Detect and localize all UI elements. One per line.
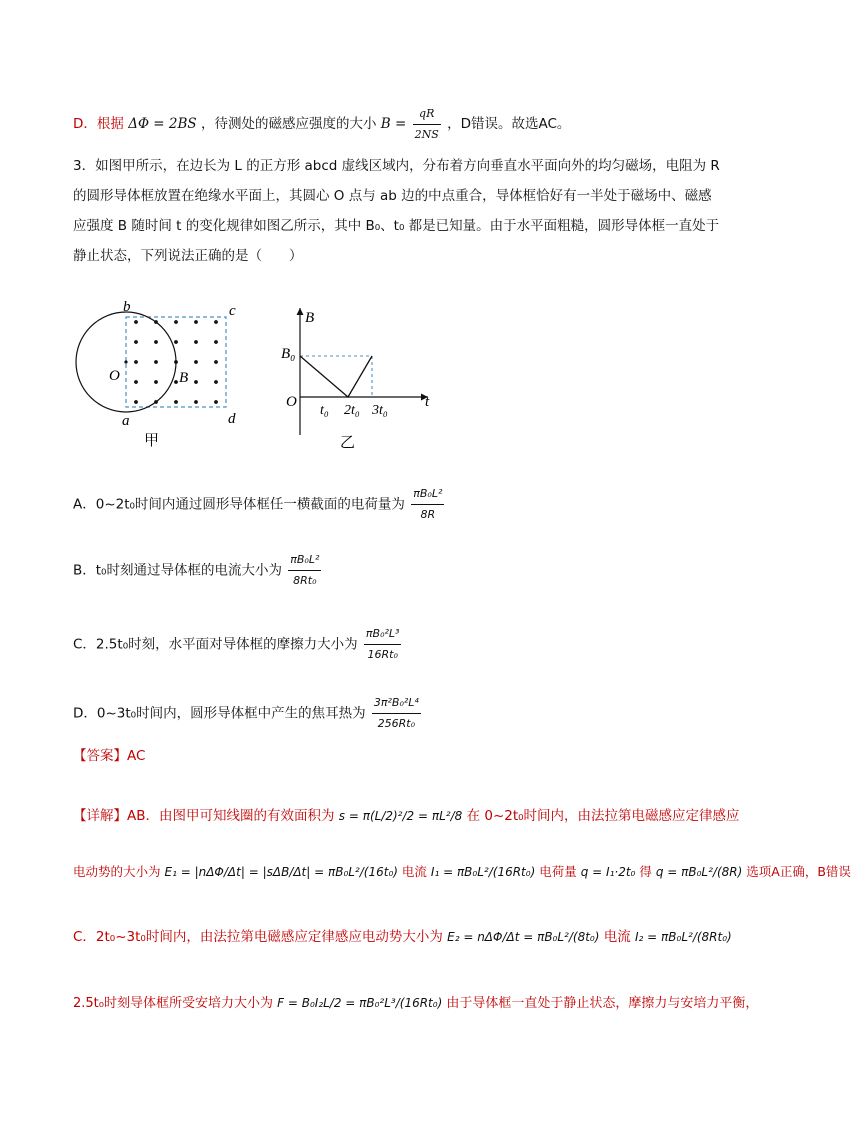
line-d-prefix: D．根据 xyxy=(73,116,124,132)
field-dot xyxy=(154,360,158,364)
option-d-fraction: $\frac{\text{3π²B₀²L⁴}}{\text{256Rt₀}}$ xyxy=(372,693,421,734)
field-dot xyxy=(194,360,198,364)
field-dot xyxy=(134,400,138,404)
field-dot xyxy=(134,340,138,344)
b-t-curve xyxy=(300,356,372,397)
caption-jia: 甲 xyxy=(144,433,160,449)
field-dot xyxy=(154,320,158,324)
tick-t0: t₀ xyxy=(320,403,329,418)
label-c: c xyxy=(229,303,236,319)
field-dot xyxy=(214,380,218,384)
detail-eq-emf2: E₂ = nΔΦ/Δt = πB₀L²/(8t₀) xyxy=(447,930,600,944)
option-a-fraction: $\frac{\text{πB₀L²}}{8R}$ xyxy=(411,484,444,525)
field-dot xyxy=(194,320,198,324)
detail-line-1: 【详解】AB．由图甲可知线圈的有效面积为 s = π(L/2)²/2 = πL²/8 在 0~2t₀时间内，由法拉第电磁感应定律感应 xyxy=(73,808,740,824)
field-dots xyxy=(134,320,218,404)
label-d: d xyxy=(228,411,236,427)
field-dot xyxy=(174,380,178,384)
field-dot xyxy=(154,380,158,384)
y-axis-label: B xyxy=(305,310,315,326)
field-dot xyxy=(194,340,198,344)
detail-label: 【详解】 xyxy=(73,808,127,824)
detail-eq-emf1: E₁ = |nΔΦ/Δt| = |sΔB/Δt| = πB₀L²/(16t₀) xyxy=(164,865,398,879)
center-point-O xyxy=(124,360,127,363)
field-dot xyxy=(154,340,158,344)
detail-eq-force: F = B₀I₂L/2 = πB₀²L³/(16Rt₀) xyxy=(277,996,443,1010)
line-d-eq2-lhs: B = xyxy=(380,116,407,132)
question-line-1: 3．如图甲所示，在边长为 L 的正方形 abcd 虚线区域内，分布着方向垂直水平面向外的均匀磁场，电阻为 R xyxy=(73,158,720,174)
detail-eq-q: q = I₁·2t₀ xyxy=(580,865,636,879)
label-B: B xyxy=(179,370,189,386)
figure-yi xyxy=(278,300,448,455)
field-dot xyxy=(134,320,138,324)
label-a: a xyxy=(122,413,130,429)
field-dot xyxy=(214,320,218,324)
detail-line-3: C．2t₀~3t₀时间内，由法拉第电磁感应定律感应电动势大小为 E₂ = nΔΦ/Δt = πB₀L²/(8t₀) 电流 I₂ = πB₀L²/(8Rt₀) xyxy=(73,929,732,945)
tick-3t0: 3t₀ xyxy=(372,403,388,418)
field-dot xyxy=(194,380,198,384)
field-dot xyxy=(174,340,178,344)
detail-eq-i1: I₁ = πB₀L²/(16Rt₀) xyxy=(430,865,536,879)
question-line-3: 应强度 B 随时间 t 的变化规律如图乙所示，其中 B₀、t₀ 都是已知量。由于水平面粗糙，圆形导体框一直处于 xyxy=(73,218,720,234)
origin-label: O xyxy=(286,394,297,410)
option-b: B．t₀时刻通过导体框的电流大小为 $\frac{\text{πB₀L²}}{\text{8Rt₀}}$ xyxy=(73,550,323,591)
field-dot xyxy=(174,400,178,404)
option-b-fraction: $\frac{\text{πB₀L²}}{\text{8Rt₀}}$ xyxy=(288,550,321,591)
option-a: A．0~2t₀时间内通过圆形导体框任一横截面的电荷量为 $\frac{\text{πB₀L²}}{8R}$ xyxy=(73,484,446,525)
question-number: 3． xyxy=(73,158,96,174)
b0-label: B₀ xyxy=(281,346,296,362)
option-d-conclusion xyxy=(73,104,570,145)
caption-yi: 乙 xyxy=(340,435,356,451)
line-d-mid: ，待测处的磁感应强度的大小 xyxy=(200,116,377,132)
answer xyxy=(73,746,145,766)
line-d-fraction: $\frac{qR}{2NS}$ xyxy=(413,104,441,145)
field-dot xyxy=(214,400,218,404)
detail-eq-q-result: q = πB₀L²/(8R) xyxy=(655,865,743,879)
field-dot xyxy=(194,400,198,404)
label-O: O xyxy=(109,368,120,384)
answer-value: AC xyxy=(127,748,146,764)
question-line-2: 的圆形导体框放置在绝缘水平面上，其圆心 O 点与 ab 边的中点重合，导体框恰好有一半处于磁场中、磁感 xyxy=(73,188,712,204)
line-d-eq1: ΔΦ = 2BS xyxy=(128,116,197,132)
field-dot xyxy=(174,360,178,364)
detail-line-2: 电动势的大小为 E₁ = |nΔΦ/Δt| = |sΔB/Δt| = πB₀L²/(16t₀) 电流 I₁ = πB₀L²/(16Rt₀) 电荷量 q = I₁·2t₀ 得 q = πB₀L²/(8R) 选项A正确，B错误 xyxy=(73,864,851,879)
option-c: C．2.5t₀时刻，水平面对导体框的摩擦力大小为 $\frac{\text{πB₀²L³}}{\text{16Rt₀}}$ xyxy=(73,624,403,665)
label-b: b xyxy=(123,299,131,315)
field-dot xyxy=(214,360,218,364)
option-d: D．0~3t₀时间内，圆形导体框中产生的焦耳热为 $\frac{\text{3π²B₀²L⁴}}{\text{256Rt₀}}$ xyxy=(73,693,423,734)
field-dot xyxy=(174,320,178,324)
answer-label: 【答案】 xyxy=(73,748,127,764)
detail-eq-area: s = π(L/2)²/2 = πL²/8 xyxy=(338,809,463,823)
detail-eq-i2: I₂ = πB₀L²/(8Rt₀) xyxy=(635,930,732,944)
field-dot xyxy=(214,340,218,344)
field-dot xyxy=(134,380,138,384)
option-c-fraction: $\frac{\text{πB₀²L³}}{\text{16Rt₀}}$ xyxy=(364,624,402,665)
detail-line-4: 2.5t₀时刻导体框所受安培力大小为 F = B₀I₂L/2 = πB₀²L³/(16Rt₀) 由于导体框一直处于静止状态，摩擦力与安培力平衡， xyxy=(73,996,759,1011)
tick-2t0: 2t₀ xyxy=(344,403,360,418)
field-dot xyxy=(154,400,158,404)
line-d-suffix: ，D错误。故选AC。 xyxy=(447,116,571,132)
x-axis-label: t xyxy=(425,394,430,410)
field-dot xyxy=(134,360,138,364)
figure-jia xyxy=(65,295,255,455)
question-line-4: 静止状态，下列说法正确的是（ ） xyxy=(73,248,303,264)
